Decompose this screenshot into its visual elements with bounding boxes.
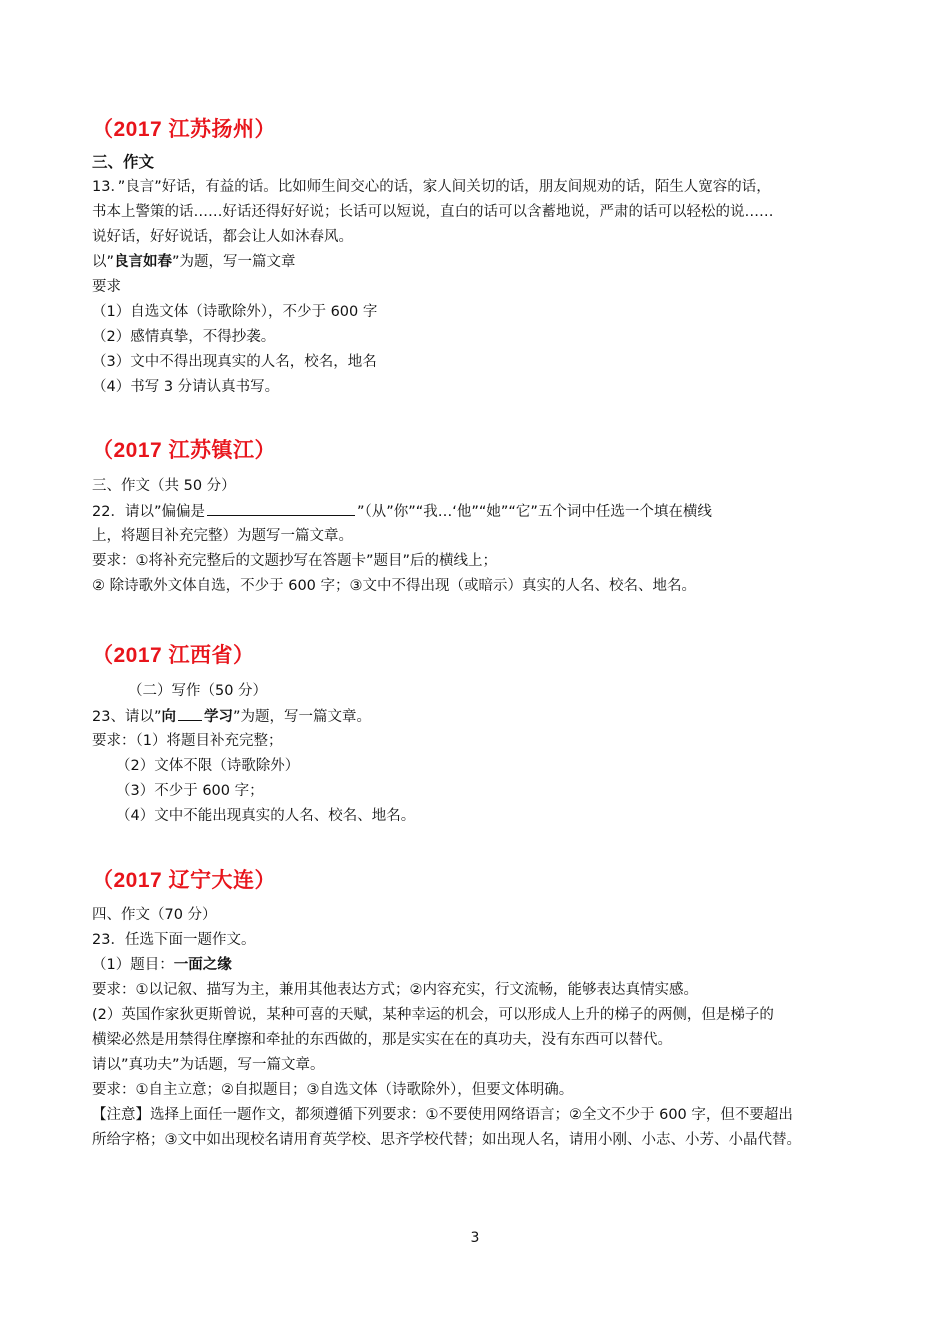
section-heading: 三、作文（共 50 分）	[92, 478, 236, 494]
topic-title: 良言如春	[114, 254, 173, 270]
body-line: ② 除诗歌外文体自选，不少于 600 字；③文中不得出现（或暗示）真实的人名、校名、地名。	[92, 578, 696, 594]
body-line: 所给字格；③文中如出现校名请用育英学校、思齐学校代替；如出现人名，请用小刚、小志、小芳、小晶代替。	[92, 1132, 801, 1148]
fill-blank	[207, 501, 355, 516]
requirement-item: （1）自选文体（诗歌除外），不少于 600 字	[92, 304, 378, 320]
requirement-item: （4）文中不能出现真实的人名、校名、地名。	[116, 808, 416, 824]
requirement-item: （2）文体不限（诗歌除外）	[116, 758, 300, 774]
topic-word-b: 学习	[203, 709, 233, 725]
option-title: 一面之缘	[173, 957, 232, 973]
body-line: 上，将题目补充完整）为题写一篇文章。	[92, 528, 353, 544]
body-line: 要求：①自主立意；②自拟题目；③自选文体（诗歌除外），但要文体明确。	[92, 1082, 574, 1098]
question-prefix: 23、请以”	[92, 709, 162, 725]
body-line: 横梁必然是用禁得住摩擦和牵扯的东西做的，那是实实在在的真功夫，没有东西可以替代。	[92, 1032, 672, 1048]
body-line: 要求：①将补充完整后的文题抄写在答题卡”题目”后的横线上；	[92, 553, 498, 569]
section-heading: 四、作文（70 分）	[92, 907, 217, 923]
question-intro: 23．任选下面一题作文。	[92, 932, 256, 948]
option-line	[92, 955, 232, 975]
body-line: 【注意】选择上面任一题作文，都须遵循下列要求：①不要使用网络语言；②全文不少于 600 字，但不要超出	[92, 1107, 793, 1123]
topic-prefix: 以”	[92, 254, 115, 270]
option-prefix: （1）题目：	[92, 957, 174, 973]
section-heading: （二）写作（50 分）	[128, 683, 268, 699]
body-line: 书本上警策的话……好话还得好好说；长话可以短说，直白的话可以含蓄地说，严肃的话可以轻松的说……	[92, 204, 774, 220]
body-line: 请以”真功夫”为话题，写一篇文章。	[92, 1057, 325, 1073]
section-title-dalian: （2017 辽宁大连）	[92, 869, 277, 892]
requirement-item: 要求：（1）将题目补充完整；	[92, 733, 283, 749]
question-line	[92, 706, 371, 727]
question-line	[92, 501, 712, 522]
fill-blank	[178, 706, 202, 721]
topic-line	[92, 252, 296, 272]
section-heading: 三、作文	[92, 153, 155, 171]
requirement-item: （3）文中不得出现真实的人名，校名，地名	[92, 354, 377, 370]
section-title-jiangxi: （2017 江西省）	[92, 644, 255, 667]
question-prefix: 22．请以”偏偏是	[92, 504, 205, 520]
topic-word-a: 向	[161, 709, 176, 725]
question-suffix: ”为题，写一篇文章。	[232, 709, 371, 725]
requirements-label: 要求	[92, 279, 121, 295]
section-title-yangzhou: （2017 江苏扬州）	[92, 118, 277, 141]
body-line: 说好话，好好说话，都会让人如沐春风。	[92, 229, 353, 245]
question-suffix: ”（从”你”“我…‘他”“她”“它”五个词中任选一个填在横线	[356, 504, 712, 520]
topic-suffix: ”为题，写一篇文章	[172, 254, 296, 270]
body-line: 13．”良言”好话，有益的话。比如师生间交心的话，家人间关切的话，朋友间规劝的话，陌生人宽容的话，	[92, 179, 771, 195]
requirement-item: （2）感情真挚，不得抄袭。	[92, 329, 276, 345]
section-title-zhenjiang: （2017 江苏镇江）	[92, 439, 277, 462]
requirement-item: （3）不少于 600 字；	[116, 783, 264, 799]
body-line: (2）英国作家狄更斯曾说，某种可喜的天赋，某种幸运的机会，可以形成人上升的梯子的两侧，但是梯子的	[92, 1007, 774, 1023]
page-number: 3	[470, 1230, 480, 1246]
body-line: 要求：①以记叙、描写为主，兼用其他表达方式；②内容充实，行文流畅，能够表达真情实感。	[92, 982, 698, 998]
requirement-item: （4）书写 3 分请认真书写。	[92, 379, 280, 395]
